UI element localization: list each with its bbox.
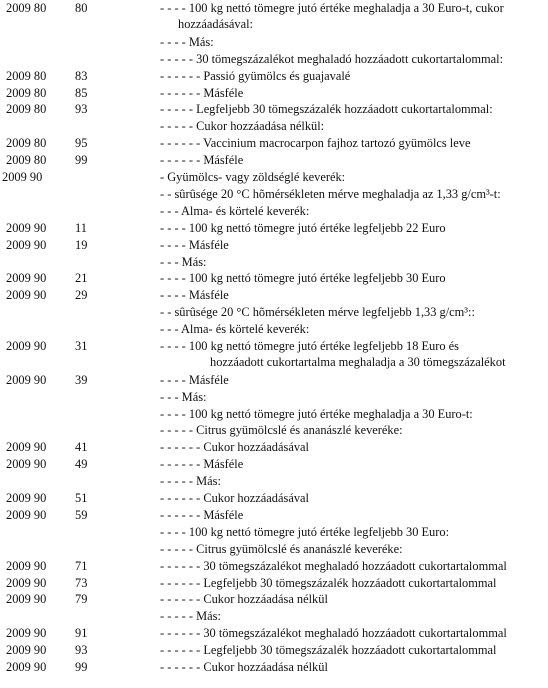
description: - - - - - - Másféle bbox=[160, 508, 244, 522]
cn-code: 2009 90 bbox=[6, 288, 47, 302]
cn-subheading: 93 bbox=[75, 643, 88, 657]
tariff-row bbox=[0, 456, 548, 472]
cn-subheading: 73 bbox=[75, 576, 88, 590]
cn-subheading: 49 bbox=[75, 457, 88, 471]
description: - - - - Másféle bbox=[160, 238, 229, 252]
cn-subheading: 31 bbox=[75, 339, 88, 353]
cn-subheading: 93 bbox=[75, 102, 88, 116]
tariff-row bbox=[0, 372, 548, 388]
cn-code: 2009 80 bbox=[6, 136, 47, 150]
tariff-row bbox=[0, 338, 548, 370]
description: - - - - - Citrus gyümölcslé és ananászlé keveréke: bbox=[160, 542, 403, 556]
cn-code: 2009 90 bbox=[6, 491, 47, 505]
description: - - - - 100 kg nettó tömegre jutó értéke legfeljebb 18 Euro és bbox=[160, 339, 459, 353]
description-continuation: hozzáadásával: bbox=[178, 17, 253, 31]
description: - - - - Más: bbox=[160, 35, 214, 49]
cn-code: 2009 90 bbox=[6, 221, 47, 235]
description: - - - - - - Legfeljebb 30 tömegszázalék hozzáadott cukortartalommal bbox=[160, 643, 497, 657]
tariff-row bbox=[0, 406, 548, 422]
cn-subheading: 11 bbox=[75, 221, 87, 235]
description: - - - - Másféle bbox=[160, 288, 229, 302]
description: - - - Alma- és körtelé keverék: bbox=[160, 322, 310, 336]
description: - - sûrûsége 20 °C hõmérsékleten mérve legfeljebb 1,33 g/cm³:: bbox=[160, 305, 475, 319]
cn-subheading: 91 bbox=[75, 626, 88, 640]
tariff-row bbox=[0, 541, 548, 557]
description: - - - - - - 30 tömegszázalékot meghaladó hozzáadott cukortartalommal bbox=[160, 626, 507, 640]
tariff-row bbox=[0, 118, 548, 134]
tariff-row bbox=[0, 0, 548, 32]
cn-code: 2009 90 bbox=[6, 373, 47, 387]
description: - - - - 100 kg nettó tömegre jutó értéke meghaladja a 30 Euro-t: bbox=[160, 407, 473, 421]
cn-subheading: 99 bbox=[75, 660, 88, 674]
tariff-row bbox=[0, 51, 548, 67]
cn-code: 2009 80 bbox=[6, 86, 47, 100]
tariff-row bbox=[0, 591, 548, 607]
tariff-row bbox=[0, 422, 548, 438]
cn-code: 2009 90 bbox=[6, 339, 47, 353]
description: - - - - - 30 tömegszázalékot meghaladó hozzáadott cukortartalommal: bbox=[160, 52, 504, 66]
description: - - - - - - Legfeljebb 30 tömegszázalék hozzáadott cukortartalommal bbox=[160, 576, 497, 590]
tariff-row bbox=[0, 287, 548, 303]
tariff-row bbox=[0, 270, 548, 286]
tariff-row bbox=[0, 186, 548, 202]
cn-subheading: 39 bbox=[75, 373, 88, 387]
cn-code: 2009 80 bbox=[6, 69, 47, 83]
cn-code: 2009 90 bbox=[6, 271, 47, 285]
description: - - - Más: bbox=[160, 390, 207, 404]
cn-code: 2009 80 bbox=[6, 1, 47, 15]
tariff-row bbox=[0, 203, 548, 219]
description: - - - - - - Másféle bbox=[160, 86, 244, 100]
tariff-row bbox=[0, 575, 548, 591]
description: - - - - 100 kg nettó tömegre jutó értéke legfeljebb 22 Euro bbox=[160, 221, 446, 235]
description: - - - - 100 kg nettó tömegre jutó értéke meghaladja a 30 Euro-t, cukor bbox=[160, 1, 504, 15]
description: - - - - - Más: bbox=[160, 609, 221, 623]
tariff-row bbox=[0, 558, 548, 574]
cn-subheading: 59 bbox=[75, 508, 88, 522]
description: - - - - - - Cukor hozzáadásával bbox=[160, 491, 309, 505]
cn-subheading: 41 bbox=[75, 440, 88, 454]
tariff-row bbox=[0, 169, 548, 185]
cn-code: 2009 90 bbox=[6, 660, 47, 674]
cn-subheading: 21 bbox=[75, 271, 88, 285]
tariff-row bbox=[0, 642, 548, 658]
description: - - - Alma- és körtelé keverék: bbox=[160, 204, 310, 218]
cn-subheading: 99 bbox=[75, 153, 88, 167]
cn-code: 2009 90 bbox=[6, 576, 47, 590]
description: - - - - - - Cukor hozzáadása nélkül bbox=[160, 592, 328, 606]
cn-code: 2009 80 bbox=[6, 153, 47, 167]
tariff-row bbox=[0, 68, 548, 84]
cn-code: 2009 90 bbox=[6, 457, 47, 471]
description: - - - - - Cukor hozzáadása nélkül: bbox=[160, 119, 325, 133]
description: - - - - - - Vaccinium macrocarpon fajhoz tartozó gyümölcs leve bbox=[160, 136, 471, 150]
description: - Gyümölcs- vagy zöldséglé keverék: bbox=[160, 170, 346, 184]
description: - - - - - Citrus gyümölcslé és ananászlé keveréke: bbox=[160, 423, 403, 437]
tariff-row bbox=[0, 34, 548, 50]
cn-code: 2009 90 bbox=[6, 508, 47, 522]
tariff-row bbox=[0, 507, 548, 523]
description: - - - - - - Passió gyümölcs és guajavalé bbox=[160, 69, 351, 83]
tariff-row bbox=[0, 439, 548, 455]
tariff-row bbox=[0, 608, 548, 624]
description: - - - Más: bbox=[160, 255, 207, 269]
tariff-row bbox=[0, 152, 548, 168]
tariff-row bbox=[0, 625, 548, 641]
tariff-row bbox=[0, 304, 548, 320]
cn-subheading: 19 bbox=[75, 238, 88, 252]
cn-code: 2009 90 bbox=[6, 626, 47, 640]
description: - - - - - - Cukor hozzáadásával bbox=[160, 440, 309, 454]
description: - - - - - - Másféle bbox=[160, 457, 244, 471]
tariff-row bbox=[0, 490, 548, 506]
cn-subheading: 83 bbox=[75, 69, 88, 83]
tariff-row bbox=[0, 321, 548, 337]
tariff-row bbox=[0, 237, 548, 253]
description: - - sûrûsége 20 °C hõmérsékleten mérve meghaladja az 1,33 g/cm³-t: bbox=[160, 187, 501, 201]
cn-subheading: 71 bbox=[75, 559, 88, 573]
description: - - - - Másféle bbox=[160, 373, 229, 387]
cn-code: 2009 90 bbox=[2, 170, 43, 184]
description-continuation: hozzáadott cukortartalma meghaladja a 30 tömegszázalékot bbox=[210, 355, 506, 369]
tariff-row bbox=[0, 135, 548, 151]
tariff-row bbox=[0, 659, 548, 675]
cn-subheading: 80 bbox=[75, 1, 88, 15]
tariff-row bbox=[0, 524, 548, 540]
description: - - - - - - 30 tömegszázalékot meghaladó hozzáadott cukortartalommal bbox=[160, 559, 507, 573]
cn-subheading: 29 bbox=[75, 288, 88, 302]
cn-code: 2009 90 bbox=[6, 440, 47, 454]
description: - - - - - - Másféle bbox=[160, 153, 244, 167]
cn-code: 2009 90 bbox=[6, 592, 47, 606]
description: - - - - - Legfeljebb 30 tömegszázalék hozzáadott cukortartalommal: bbox=[160, 102, 493, 116]
tariff-row bbox=[0, 85, 548, 101]
tariff-row bbox=[0, 389, 548, 405]
tariff-row bbox=[0, 220, 548, 236]
description: - - - - 100 kg nettó tömegre jutó értéke legfeljebb 30 Euro: bbox=[160, 525, 450, 539]
cn-subheading: 85 bbox=[75, 86, 88, 100]
cn-code: 2009 90 bbox=[6, 238, 47, 252]
cn-code: 2009 90 bbox=[6, 559, 47, 573]
cn-subheading: 95 bbox=[75, 136, 88, 150]
cn-subheading: 79 bbox=[75, 592, 88, 606]
cn-code: 2009 90 bbox=[6, 643, 47, 657]
cn-code: 2009 80 bbox=[6, 102, 47, 116]
tariff-row bbox=[0, 473, 548, 489]
cn-subheading: 51 bbox=[75, 491, 88, 505]
description: - - - - - - Cukor hozzáadása nélkül bbox=[160, 660, 328, 674]
description: - - - - 100 kg nettó tömegre jutó értéke legfeljebb 30 Euro bbox=[160, 271, 446, 285]
description: - - - - - Más: bbox=[160, 474, 221, 488]
tariff-row bbox=[0, 101, 548, 117]
tariff-row bbox=[0, 254, 548, 270]
